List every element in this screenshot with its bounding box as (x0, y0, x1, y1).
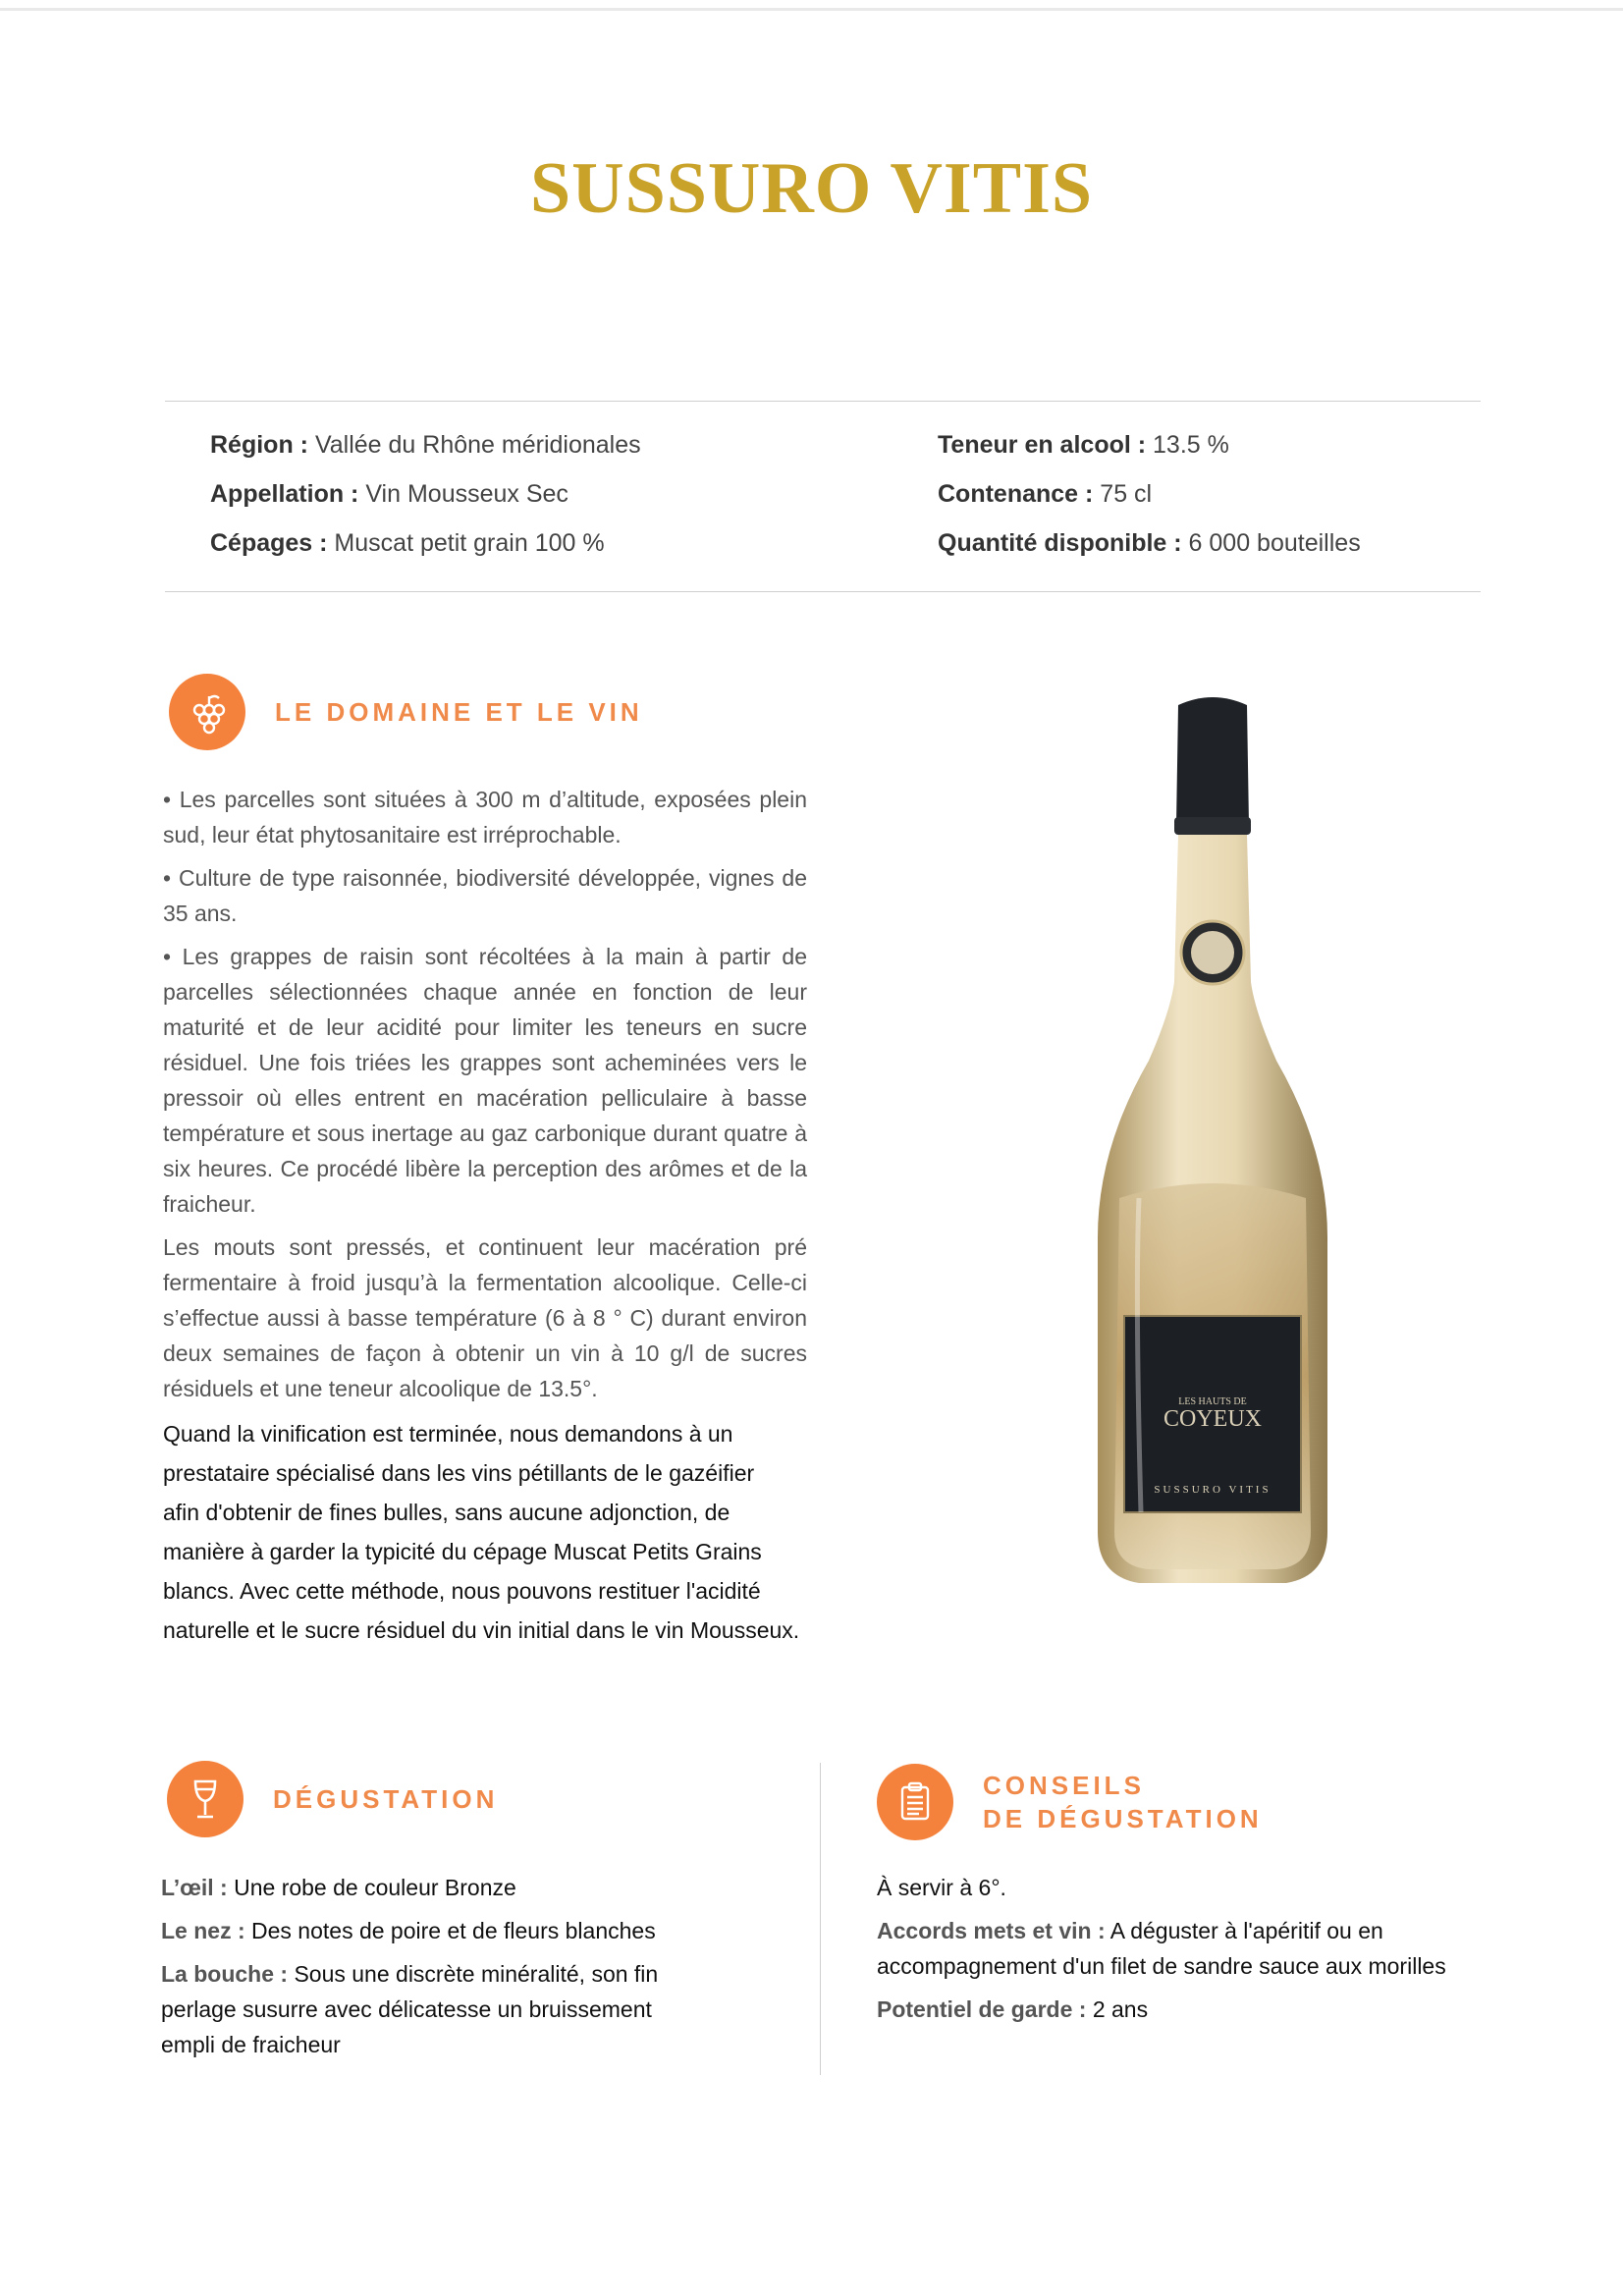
line: Quand la vinification est terminée, nous demandons à un (163, 1421, 733, 1447)
note-bouche: La bouche : Sous une discrète minéralité, son fin perlage susurre avec délicatesse un bruissement empli de fraicheur (161, 1961, 659, 2057)
conseils-heading (877, 1764, 1263, 1840)
specs-left (210, 420, 641, 568)
domaine-heading (169, 674, 643, 750)
top-border (0, 8, 1623, 11)
domaine-text (163, 782, 807, 1650)
conseils-title: CONSEILS DE DÉGUSTATION (983, 1771, 1263, 1833)
line: manière à garder la typicité du cépage Muscat Petits Grains (163, 1539, 762, 1564)
paragraph: • Culture de type raisonnée, biodiversité développée, vignes de 35 ans. (163, 865, 807, 926)
note-accords: Accords mets et vin : A déguster à l'apéritif ou en accompagnement d'un filet de sandre sauce aux morilles (877, 1918, 1446, 1979)
paragraph: • Les parcelles sont situées à 300 m d’altitude, exposées plein sud, leur état phytosanitaire est irréprochable. (163, 787, 807, 847)
conseils-notes (877, 1870, 1486, 2035)
domaine-title: LE DOMAINE ET LE VIN (275, 697, 643, 727)
degustation-title: DÉGUSTATION (273, 1784, 499, 1814)
spec-contenance: Contenance : 75 cl (938, 480, 1153, 508)
line: prestataire spécialisé dans les vins pétillants de le gazéifier (163, 1460, 755, 1486)
spec-appellation: Appellation : Vin Mousseux Sec (210, 480, 568, 508)
grapes-icon (169, 674, 245, 750)
wine-bottle-image (1070, 687, 1355, 1596)
label-text-top: LES HAUTS DE (1178, 1396, 1247, 1407)
line: blancs. Avec cette méthode, nous pouvons restituer l'acidité (163, 1578, 761, 1604)
serve-temperature: À servir à 6°. (877, 1875, 1006, 1900)
degustation-heading (167, 1761, 498, 1837)
spec-region: Région : Vallée du Rhône méridionales (210, 431, 641, 459)
wine-glass-icon (167, 1761, 243, 1837)
spec-alcool: Teneur en alcool : 13.5 % (938, 431, 1229, 459)
paragraph: • Les grappes de raisin sont récoltées à la main à partir de parcelles sélectionnées chaque année en fonction de leur maturité et de leur acidité pour limiter les teneurs en sucre résiduel. Une fois triées les grappes sont acheminées vers le pressoir où elles entrent en macération pelliculaire à basse température et sous inertage au gaz carbonique durant quatre à six heures. Ce procédé libère la perception des arômes et de la fraicheur. (163, 944, 807, 1217)
line: afin d'obtenir de fines bulles, sans aucune adjonction, de (163, 1500, 730, 1525)
specs-right (938, 420, 1361, 568)
clipboard-icon (877, 1764, 953, 1840)
spec-cepages: Cépages : Muscat petit grain 100 % (210, 529, 605, 557)
note-garde: Potentiel de garde : 2 ans (877, 1996, 1149, 2022)
divider-bottom (165, 591, 1481, 592)
line: naturelle et le sucre résiduel du vin initial dans le vin Mousseux. (163, 1617, 800, 1643)
paragraph: Les mouts sont pressés, et continuent leur macération pré fermentaire à froid jusqu’à la fermentation alcoolique. Celle-ci s’effectue aussi à basse température (6 à 8 ° C) durant environ deux semaines de façon à obtenir un vin à 10 g/l de sucres résiduels et une teneur alcoolique de 13.5°. (163, 1234, 807, 1401)
divider-top (165, 401, 1481, 402)
label-text-name: SUSSURO VITIS (1154, 1484, 1271, 1496)
note-nez: Le nez : Des notes de poire et de fleurs blanches (161, 1918, 656, 1943)
column-divider (820, 1763, 821, 2075)
label-text-brand: COYEUX (1163, 1406, 1262, 1432)
degustation-notes (161, 1870, 711, 2070)
spec-quantite: Quantité disponible : 6 000 bouteilles (938, 529, 1361, 557)
note-oeil: L’œil : Une robe de couleur Bronze (161, 1875, 516, 1900)
page-title: SUSSURO VITIS (529, 148, 1094, 229)
